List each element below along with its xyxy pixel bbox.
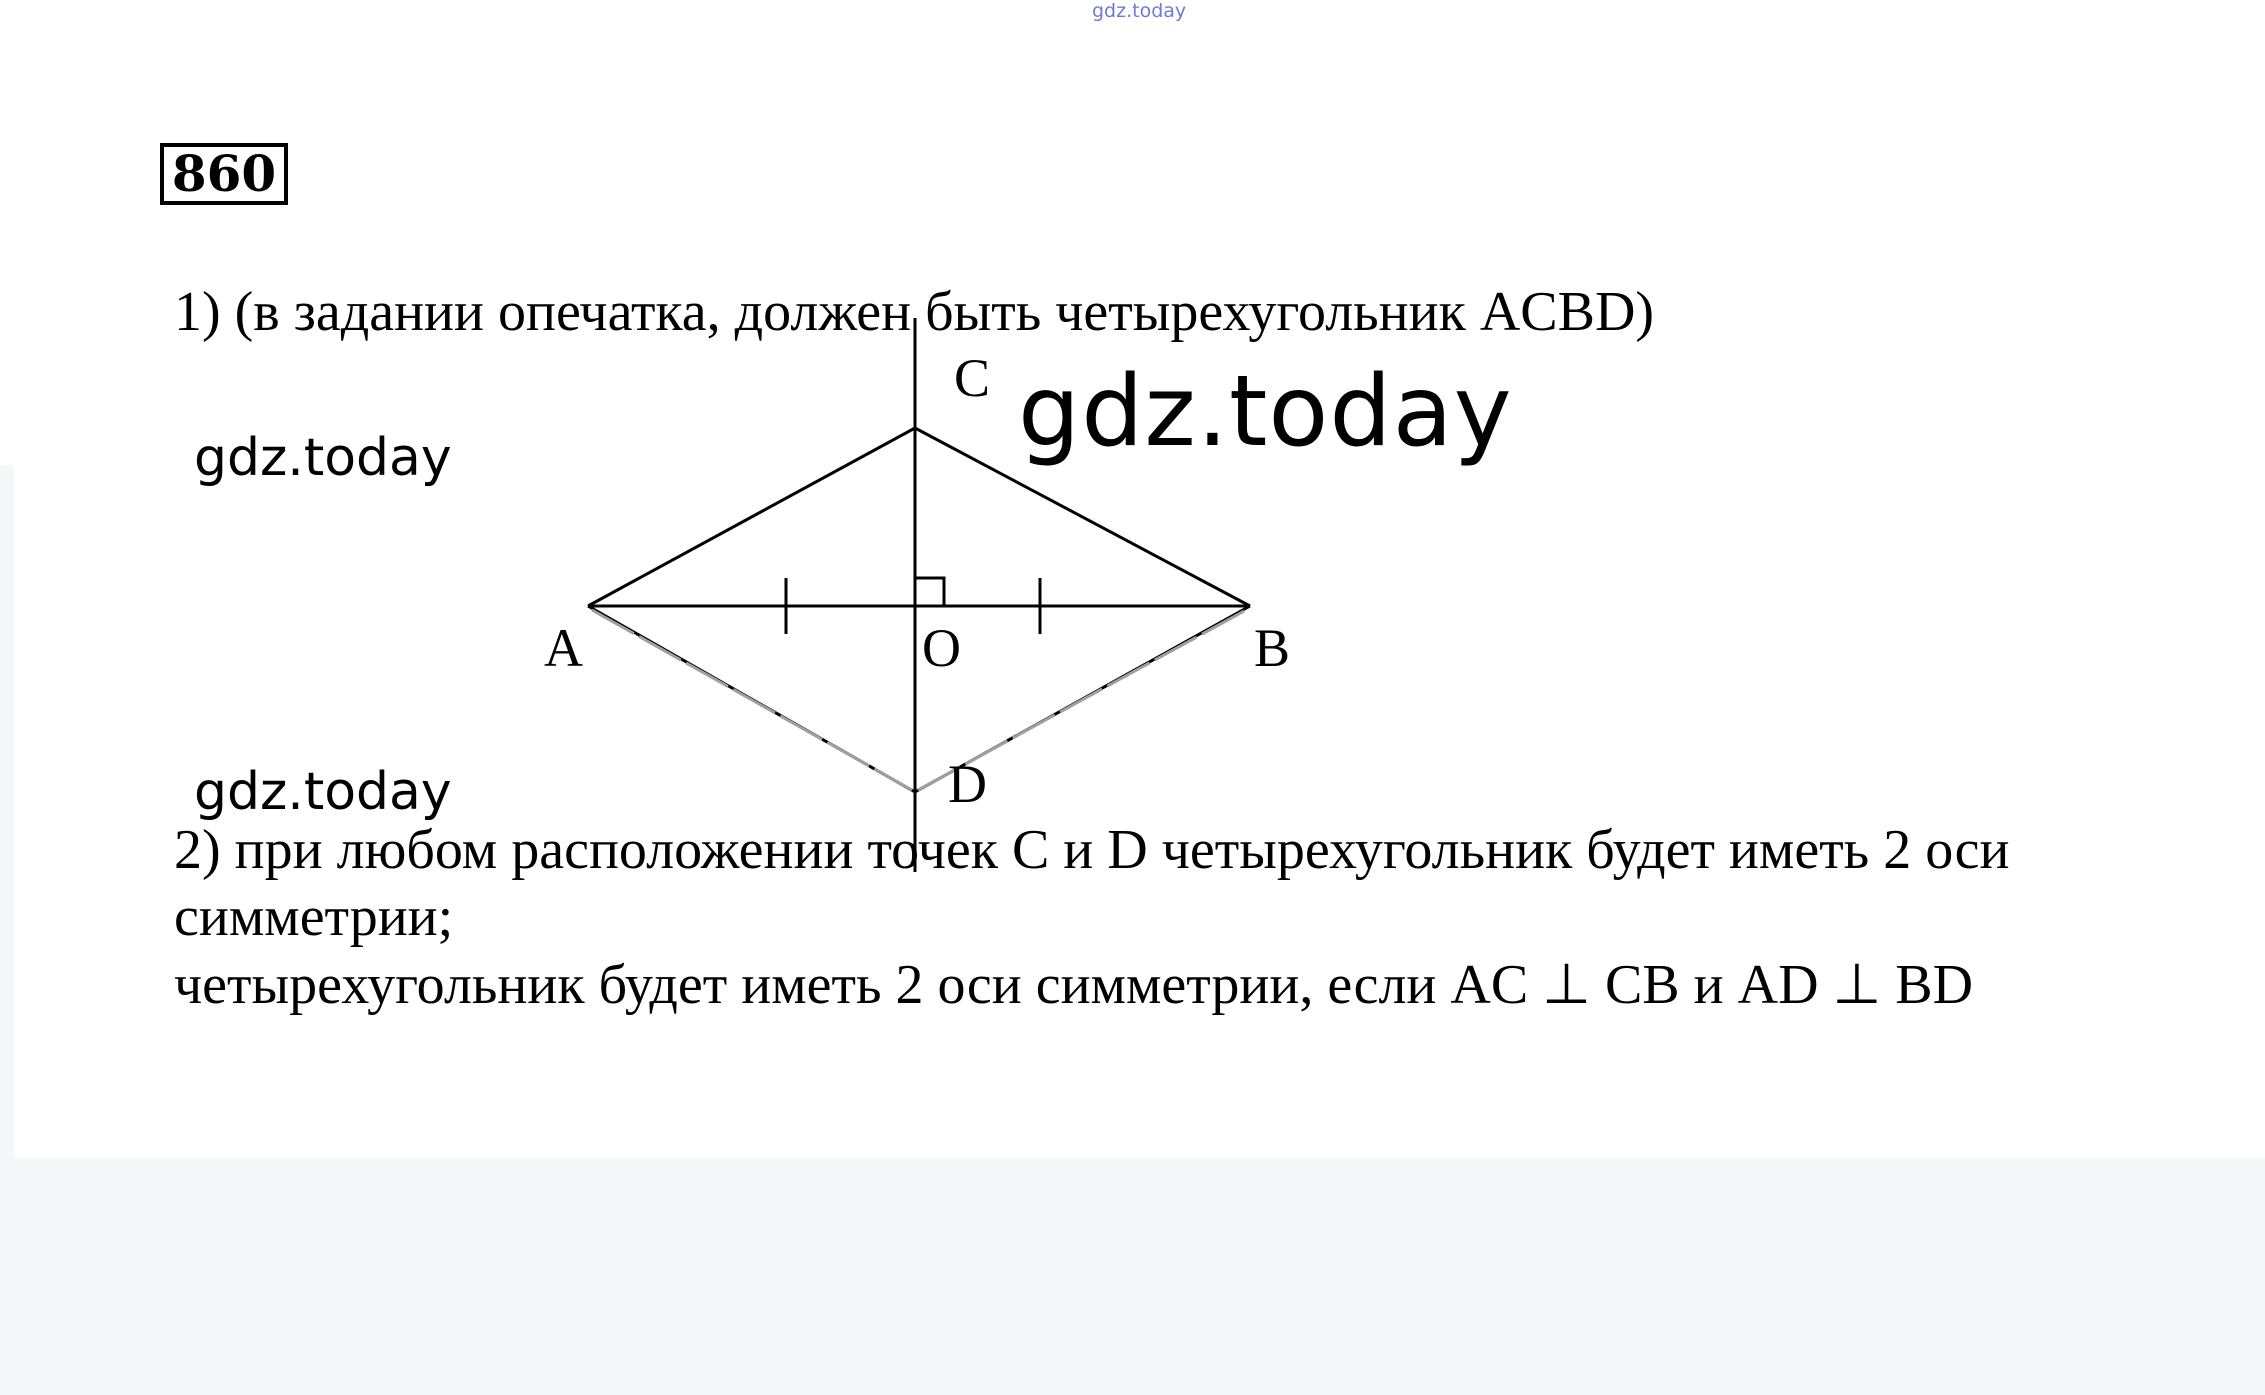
right-angle-mark [915, 578, 944, 606]
part2-line-3: четырехугольник будет иметь 2 оси симметрии, если AC ⊥ CB и AD ⊥ BD [174, 954, 1974, 1016]
problem-number: 860 [160, 143, 288, 205]
label-b: B [1254, 618, 1291, 678]
big-watermark: gdz.today [1018, 355, 1513, 469]
left-lower-watermark: gdz.today [194, 762, 452, 822]
label-c: C [954, 348, 991, 408]
side-ad-overlay [592, 610, 912, 790]
label-o: O [922, 618, 961, 678]
side-ac [588, 428, 915, 606]
part1-text: 1) (в задании опечатка, должен быть четырехугольник ACBD) [174, 281, 1655, 343]
top-watermark: gdz.today [1092, 0, 1187, 22]
left-upper-watermark: gdz.today [194, 428, 452, 488]
label-d: D [948, 754, 987, 814]
label-a: A [544, 618, 583, 678]
part2-line-1: 2) при любом расположении точек C и D четырехугольник будет иметь 2 оси [174, 819, 2010, 881]
part2-line-2: симметрии; [174, 886, 454, 948]
